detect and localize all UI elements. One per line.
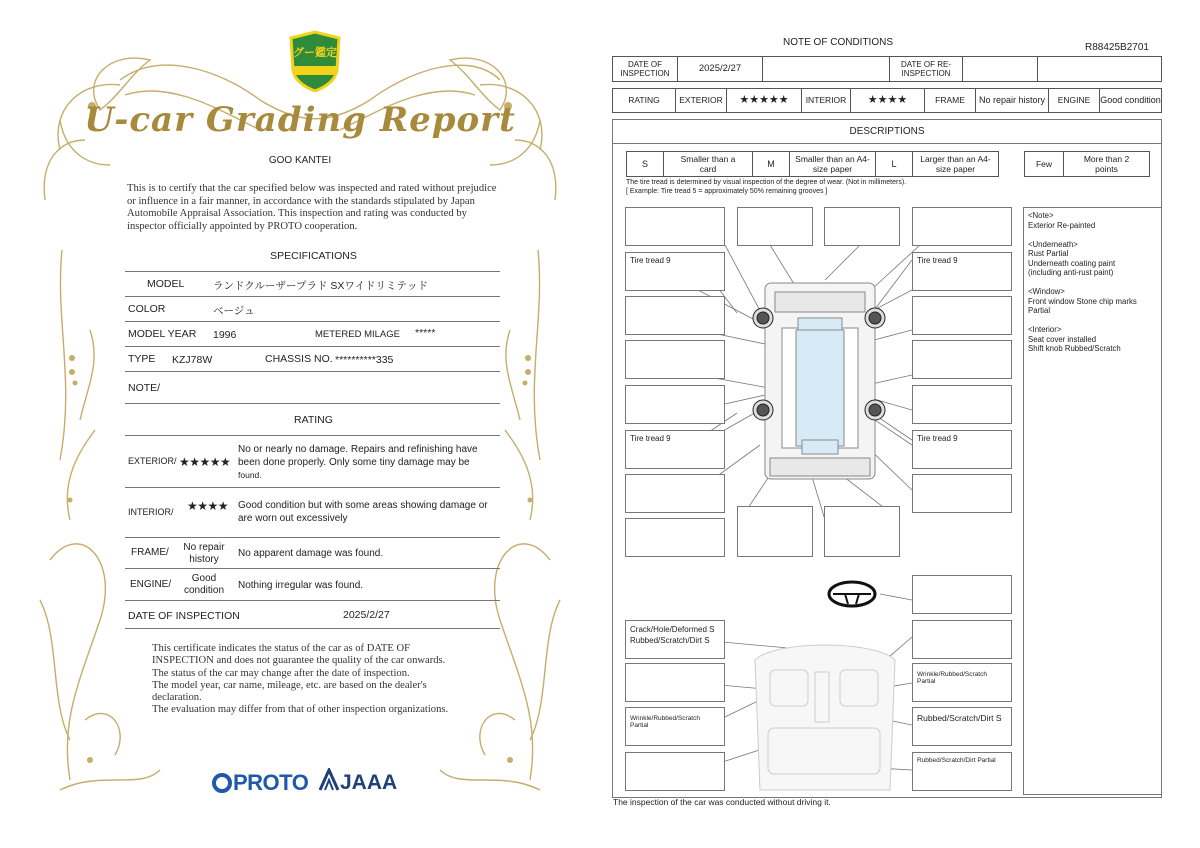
report-code: R88425B2701 <box>1085 42 1149 53</box>
interior-box-right-1 <box>912 663 1012 702</box>
note-item: Underneath coating paint <box>1028 258 1116 268</box>
report-title: U-car Grading Report <box>84 100 516 140</box>
legend-l-desc: Larger than an A4-size paper <box>912 151 999 177</box>
condition-box <box>625 340 725 379</box>
rating-heading: RATING <box>294 414 333 426</box>
note-item: Seat cover installed <box>1028 334 1097 344</box>
interior-stars: ★★★★ <box>187 499 229 513</box>
condition-box <box>912 207 1012 246</box>
exterior-description: No or nearly no damage. Repairs and refinishing have been done properly. Only some tiny damage may be <box>238 444 478 468</box>
model-year-value: 1996 <box>213 329 237 341</box>
condition-box <box>625 474 725 513</box>
goo-kantei-badge <box>287 30 343 92</box>
date-of-inspection-value: 2025/2/27 <box>677 56 763 82</box>
descriptions-heading: DESCRIPTIONS <box>849 126 925 137</box>
legend-few-desc: More than 2 points <box>1063 151 1150 177</box>
note-heading: <Interior> <box>1028 325 1062 334</box>
proto-logo <box>212 770 308 796</box>
interior-note: Rubbed/Scratch/Dirt Partial <box>917 757 996 764</box>
condition-box <box>625 518 725 557</box>
engine-label: ENGINE <box>1048 88 1100 113</box>
spec-row-model-year <box>125 322 500 347</box>
frame-value: No repair history <box>183 542 225 565</box>
interior-box-right-3 <box>912 752 1012 791</box>
engine-description: Nothing irregular was found. <box>238 580 364 591</box>
proto-logo-text: PROTO <box>233 770 309 795</box>
exterior-label: EXTERIOR/ <box>128 456 177 466</box>
rating-row-engine <box>125 569 500 601</box>
certification-statement: This is to certify that the car specified below was inspected and rated without prejudice or influence in a fair manner, in accordance with the standards stipulated by Japan Automobile Appraisal Association. This inspection and rating was conducted by inspector officially appointed by PROTO cooperation. <box>127 183 497 232</box>
condition-box <box>912 385 1012 424</box>
certificate-disclaimer <box>152 643 492 717</box>
frame-value: No repair history <box>975 88 1049 113</box>
disclaimer-line: This certificate indicates the status of the car as of DATE OF <box>152 643 410 654</box>
legend-s-desc: Smaller than a card <box>663 151 753 177</box>
exterior-stars: ★★★★★ <box>179 455 231 469</box>
rating-row-date <box>125 601 500 629</box>
condition-box <box>625 296 725 335</box>
badge-text: グー鑑定 <box>293 47 337 59</box>
condition-box <box>912 474 1012 513</box>
jaaa-mark-icon <box>318 768 340 792</box>
disclaimer-line: The status of the car may change after the date of inspection. <box>152 667 410 679</box>
exterior-description-tail: found. <box>238 470 262 480</box>
note-item: (including anti-rust paint) <box>1028 268 1114 277</box>
jaaa-logo <box>318 768 397 795</box>
engine-value: Good condition <box>1099 88 1162 113</box>
chassis-label: CHASSIS NO. <box>265 353 333 365</box>
rating-row-exterior <box>125 436 500 488</box>
spec-row-type <box>125 347 500 372</box>
interior-label: INTERIOR <box>801 88 851 113</box>
tire-box-rear-left <box>625 430 725 469</box>
rating-label: RATING <box>612 88 676 113</box>
tire-box-rear-right <box>912 430 1012 469</box>
interior-description: Good condition but with some areas showing damage or are worn out excessively <box>238 500 488 524</box>
exterior-label: EXTERIOR <box>675 88 727 113</box>
rating-row-frame <box>125 538 500 569</box>
legend-m-label: M <box>752 151 790 177</box>
jaaa-logo-text: JAAA <box>340 771 398 794</box>
disclaimer-line: The model year, car name, mileage, etc. are based on the dealer's <box>152 679 427 691</box>
date-of-reinspection-label: DATE OF RE-INSPECTION <box>889 56 963 82</box>
spec-row-note <box>125 372 500 404</box>
condition-box <box>824 506 900 557</box>
interior-note: Wrinkle/Rubbed/Scratch Partial <box>630 715 700 729</box>
interior-note: Wrinkle/Rubbed/Scratch Partial <box>917 671 987 685</box>
disclaimer-line: INSPECTION and does not guarantee the quality of the car onwards. <box>152 655 446 667</box>
report-subtitle: GOO KANTEI <box>268 155 332 166</box>
proto-mark-icon <box>212 773 232 793</box>
specifications-heading: SPECIFICATIONS <box>270 250 357 262</box>
chassis-value: **********335 <box>335 354 394 366</box>
condition-box <box>625 663 725 702</box>
note-label: NOTE/ <box>128 382 161 394</box>
metered-mileage-value: ***** <box>415 327 436 339</box>
type-value: KZJ78W <box>172 354 213 366</box>
tire-box-front-right <box>912 252 1012 291</box>
interior-label: INTERIOR/ <box>128 507 174 517</box>
condition-box <box>625 207 725 246</box>
note-item: Shift knob Rubbed/Scratch <box>1028 344 1121 353</box>
interior-box-front-left <box>625 620 725 659</box>
interior-note: Rubbed/Scratch/Dirt S <box>630 636 710 645</box>
tire-tread-front-right: Tire tread 9 <box>917 256 958 265</box>
tire-tread-rear-right: Tire tread 9 <box>917 434 958 443</box>
note-item: Exterior Re-painted <box>1028 220 1096 230</box>
tire-tread-rear-left: Tire tread 9 <box>630 434 671 443</box>
note-heading: <Window> <box>1028 287 1065 296</box>
note-heading: <Underneath> <box>1028 239 1078 249</box>
interior-stars: ★★★★ <box>850 88 925 113</box>
model-year-label: MODEL YEAR <box>128 328 197 340</box>
tire-note-line: The tire tread is determined by visual inspection of the degree of wear. (Not in millimeters). <box>626 179 907 186</box>
note-item: Partial <box>1028 306 1051 315</box>
disclaimer-line: declaration. <box>152 692 202 704</box>
condition-box <box>824 207 900 246</box>
inspection-disclaimer: The inspection of the car was conducted without driving it. <box>613 797 831 807</box>
spec-row-model <box>125 272 500 297</box>
steering-wheel-icon <box>829 582 875 606</box>
spec-row-color <box>125 297 500 322</box>
date-of-inspection-label: DATE OF INSPECTION <box>612 56 678 82</box>
condition-box <box>912 296 1012 335</box>
legend-m-desc: Smaller than an A4-size paper <box>789 151 876 177</box>
engine-label: ENGINE/ <box>130 579 172 590</box>
note-item: Rust Partial <box>1028 249 1069 258</box>
tire-tread-front-left: Tire tread 9 <box>630 256 671 265</box>
condition-box <box>912 340 1012 379</box>
condition-box <box>737 506 813 557</box>
tire-box-front-left <box>625 252 725 291</box>
condition-box <box>912 620 1012 659</box>
metered-mileage-label: METERED MILAGE <box>315 329 400 340</box>
note-item: Front window Stone chip marks <box>1028 296 1137 306</box>
note-heading: <Note> <box>1028 211 1054 220</box>
interior-note: Crack/Hole/Deformed S <box>630 625 715 634</box>
rating-row-interior <box>125 488 500 538</box>
condition-box <box>737 207 813 246</box>
model-label: MODEL <box>147 278 185 290</box>
date-of-inspection-value: 2025/2/27 <box>343 609 390 621</box>
tire-note-line: [ Example: Tire tread 5 = approximately 50% remaining grooves ] <box>626 187 828 195</box>
badge-icon <box>287 30 343 92</box>
condition-box <box>625 385 725 424</box>
color-label: COLOR <box>128 303 166 315</box>
model-value: ランドクルーザープラド SXワイドリミテッド <box>213 280 429 292</box>
interior-note: Rubbed/Scratch/Dirt S <box>917 713 1002 723</box>
legend-few-label: Few <box>1024 151 1064 177</box>
frame-label: FRAME <box>924 88 976 113</box>
condition-box <box>625 752 725 791</box>
disclaimer-line: The evaluation may differ from that of other inspection organizations. <box>152 704 449 716</box>
legend-l-label: L <box>875 151 913 177</box>
conditions-title: NOTE OF CONDITIONS <box>783 37 893 48</box>
frame-description: No apparent damage was found. <box>238 548 384 559</box>
date-of-inspection-label: DATE OF INSPECTION <box>128 610 240 622</box>
legend-s-label: S <box>626 151 664 177</box>
interior-box-left-2 <box>625 707 725 746</box>
color-value: ベージュ <box>213 305 255 317</box>
condition-box <box>912 575 1012 614</box>
interior-box-right-2 <box>912 707 1012 746</box>
notes-panel <box>1023 207 1162 795</box>
engine-value: Good condition <box>183 573 225 596</box>
exterior-stars: ★★★★★ <box>726 88 802 113</box>
frame-label: FRAME/ <box>131 547 169 558</box>
type-label: TYPE <box>128 353 156 365</box>
note-of-conditions <box>600 0 1200 848</box>
